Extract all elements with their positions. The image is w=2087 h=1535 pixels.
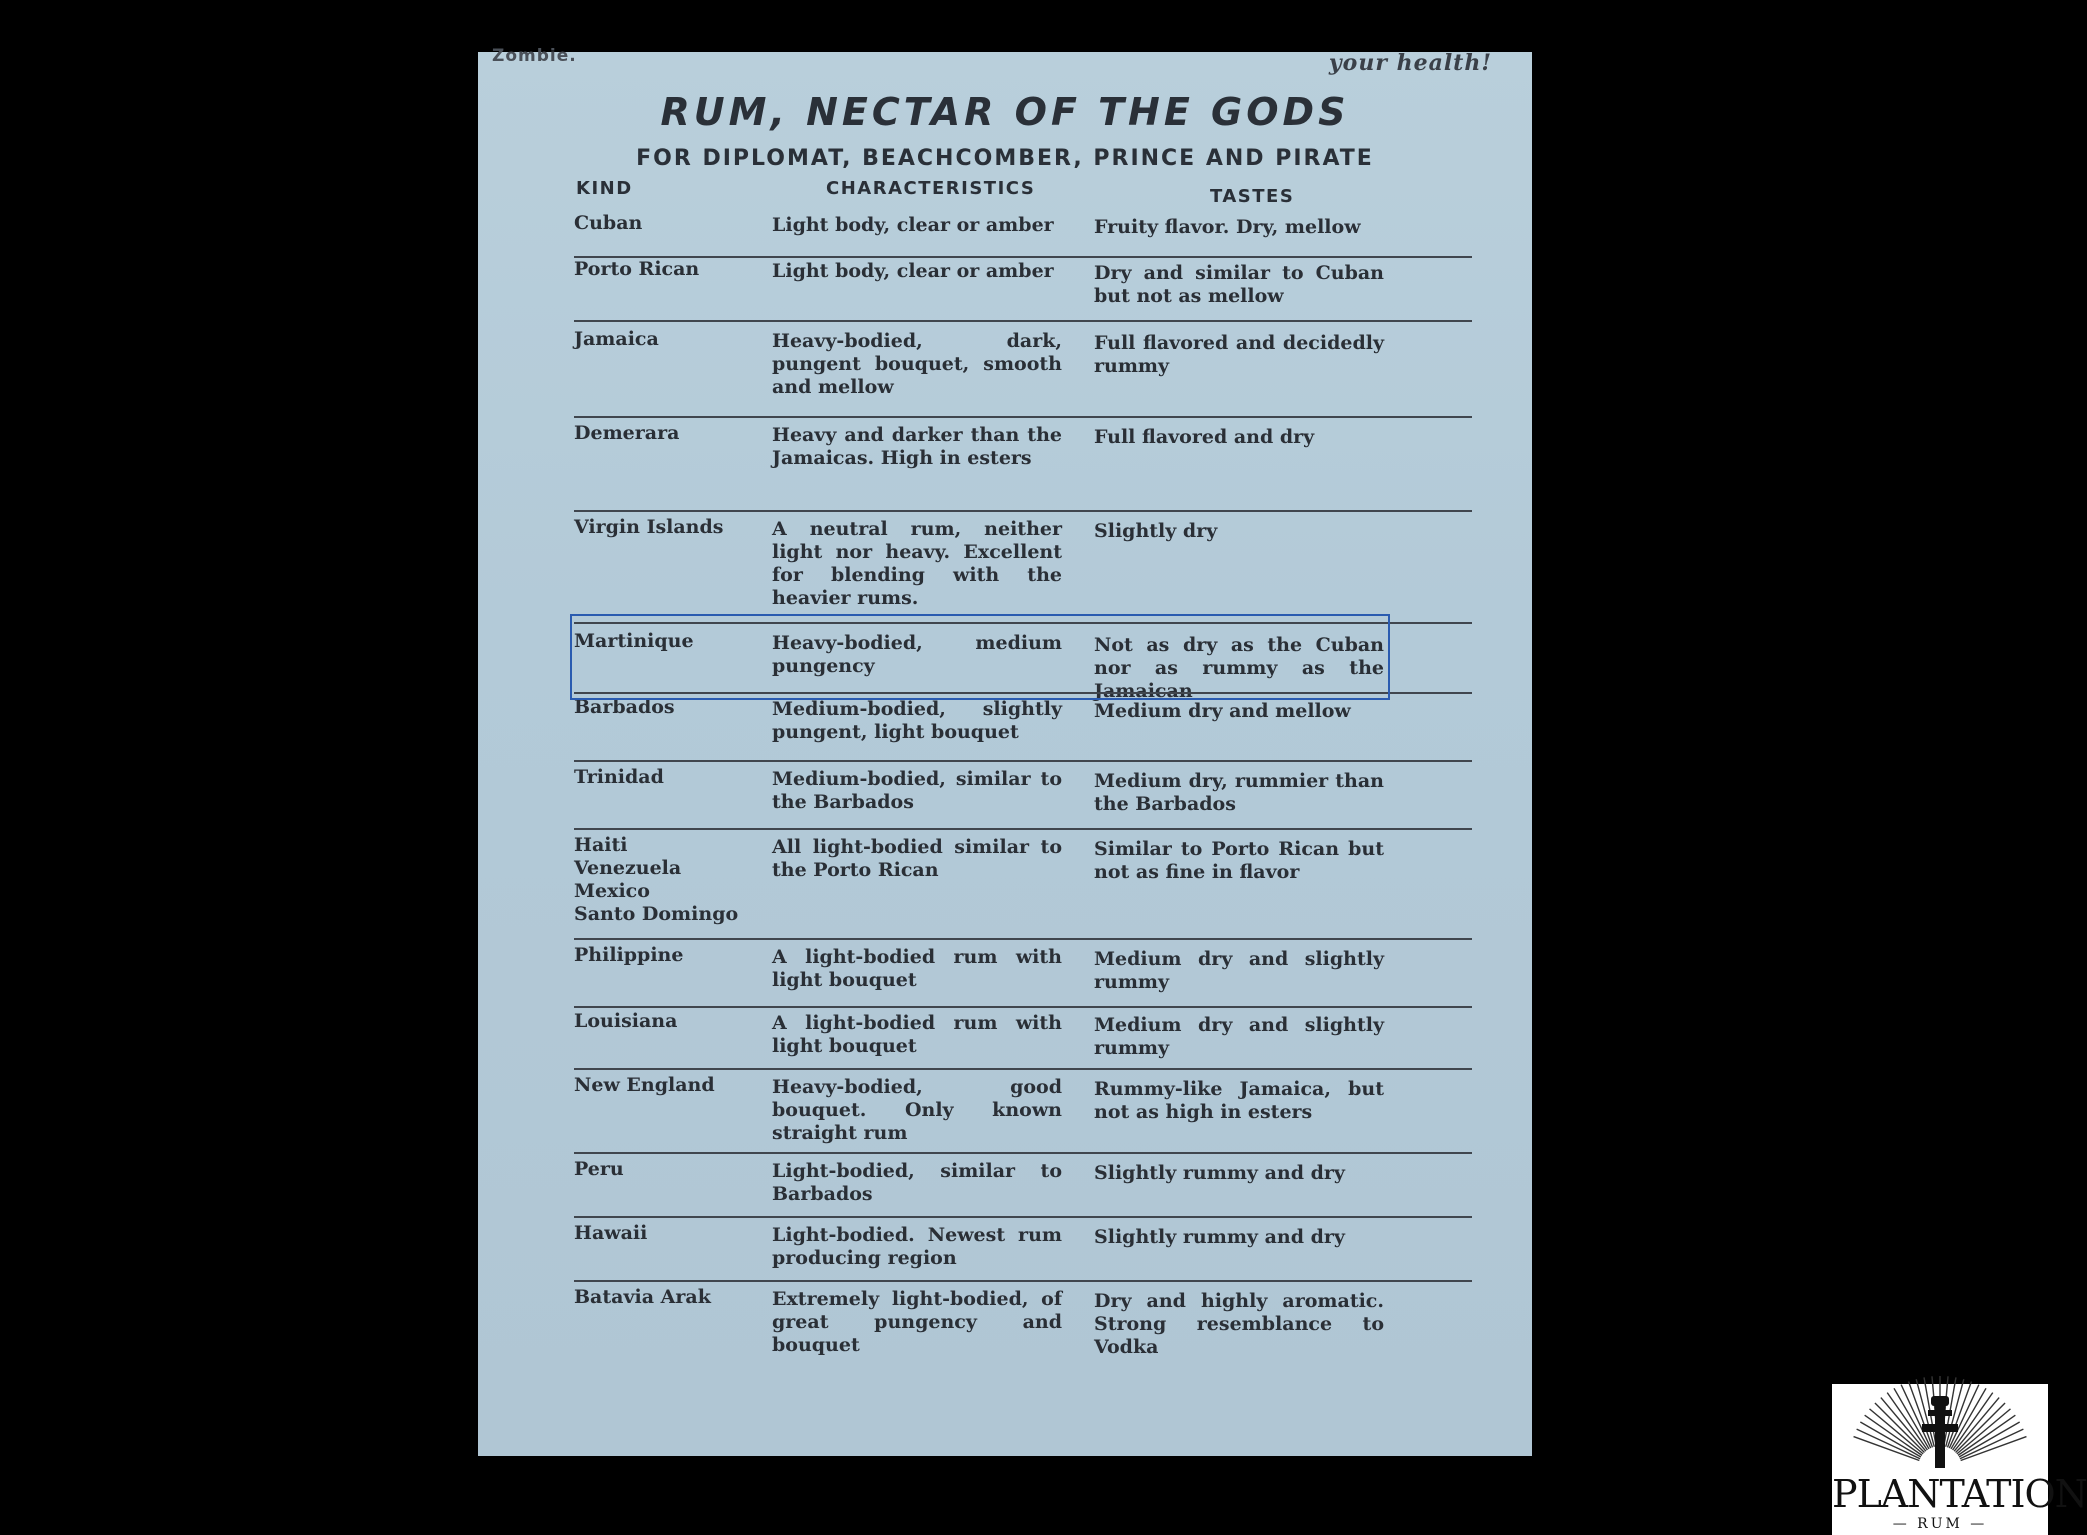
top-right-fragment: your health! [1328, 50, 1492, 76]
top-left-fragment: Zombie. [492, 46, 577, 66]
row-tastes: Medium dry and mellow [1094, 700, 1351, 722]
row-divider [574, 1006, 1472, 1008]
row-characteristics: Light-bodied, similar to Barbados [772, 1160, 1062, 1205]
row-divider [574, 1152, 1472, 1154]
row-characteristics: Extremely light-bodied, of great pungency and bouquet [772, 1288, 1062, 1356]
row-tastes: Similar to Porto Rican but not as fine in flavor [1094, 838, 1384, 883]
row-tastes: Dry and similar to Cuban but not as mellow [1094, 262, 1384, 307]
header-kind: KIND [576, 178, 633, 199]
row-divider [574, 938, 1472, 940]
row-kind: Virgin Islands [574, 516, 724, 538]
row-kind: Haiti Venezuela Mexico Santo Domingo [574, 834, 739, 925]
row-characteristics: A light-bodied rum with light bouquet [772, 1012, 1062, 1057]
row-divider [574, 1216, 1472, 1218]
row-kind: Cuban [574, 212, 643, 234]
sunburst-cross-icon [1832, 1384, 2048, 1484]
row-kind: Hawaii [574, 1222, 648, 1244]
row-divider [574, 320, 1472, 322]
logo-subtitle: — RUM — [1892, 1516, 1988, 1532]
row-characteristics: Light-bodied. Newest rum producing region [772, 1224, 1062, 1269]
header-characteristics: CHARACTERISTICS [826, 178, 1036, 199]
row-characteristics: Heavy-bodied, dark, pungent bouquet, smooth and mellow [772, 330, 1062, 398]
row-tastes: Medium dry, rummier than the Barbados [1094, 770, 1384, 815]
row-characteristics: Light body, clear or amber [772, 214, 1054, 236]
row-characteristics: Heavy-bodied, good bouquet. Only known straight rum [772, 1076, 1062, 1144]
row-characteristics: Medium-bodied, similar to the Barbados [772, 768, 1062, 813]
page-title: RUM, NECTAR OF THE GODS [660, 90, 1350, 134]
row-tastes: Medium dry and slightly rummy [1094, 1014, 1384, 1059]
row-kind: Batavia Arak [574, 1286, 711, 1308]
header-tastes: TASTES [1210, 186, 1295, 207]
logo-sub-text: RUM [1917, 1516, 1963, 1532]
row-kind: Peru [574, 1158, 624, 1180]
plantation-logo [1832, 1384, 2087, 1535]
row-characteristics: A light-bodied rum with light bouquet [772, 946, 1062, 991]
row-tastes: Full flavored and dry [1094, 426, 1315, 448]
page-subtitle: FOR DIPLOMAT, BEACHCOMBER, PRINCE AND PIRATE [636, 146, 1374, 171]
row-divider [574, 760, 1472, 762]
row-characteristics: Medium-bodied, slightly pungent, light bouquet [772, 698, 1062, 743]
row-kind: Louisiana [574, 1010, 678, 1032]
row-tastes: Medium dry and slightly rummy [1094, 948, 1384, 993]
row-divider [574, 828, 1472, 830]
row-kind: Barbados [574, 696, 675, 718]
row-tastes: Dry and highly aromatic. Strong resemblance to Vodka [1094, 1290, 1384, 1358]
row-tastes: Slightly rummy and dry [1094, 1162, 1345, 1184]
row-tastes: Slightly rummy and dry [1094, 1226, 1345, 1248]
row-characteristics: Light body, clear or amber [772, 260, 1054, 282]
row-tastes: Rummy-like Jamaica, but not as high in esters [1094, 1078, 1384, 1123]
row-characteristics: All light-bodied similar to the Porto Rican [772, 836, 1062, 881]
row-characteristics: Heavy-bodied, medium pungency [772, 632, 1062, 677]
row-kind: New England [574, 1074, 715, 1096]
row-kind: Porto Rican [574, 258, 700, 280]
row-kind: Martinique [574, 630, 694, 652]
row-tastes: Not as dry as the Cuban nor as rummy as the Jamaican [1094, 634, 1384, 702]
document-page [478, 46, 1532, 1456]
row-kind: Jamaica [574, 328, 659, 350]
row-divider [574, 1068, 1472, 1070]
row-kind: Philippine [574, 944, 684, 966]
row-characteristics: Heavy and darker than the Jamaicas. High in esters [772, 424, 1062, 469]
row-kind: Trinidad [574, 766, 664, 788]
row-characteristics: A neutral rum, neither light nor heavy. Excellent for blending with the heavier rums. [772, 518, 1062, 609]
row-divider [574, 1280, 1472, 1282]
logo-wordmark: PLANTATION [1832, 1472, 2087, 1516]
selection-highlight [570, 614, 1390, 700]
row-tastes: Fruity flavor. Dry, mellow [1094, 216, 1361, 238]
row-divider [574, 510, 1472, 512]
row-tastes: Slightly dry [1094, 520, 1218, 542]
row-kind: Demerara [574, 422, 680, 444]
row-tastes: Full flavored and decidedly rummy [1094, 332, 1384, 377]
row-divider [574, 416, 1472, 418]
